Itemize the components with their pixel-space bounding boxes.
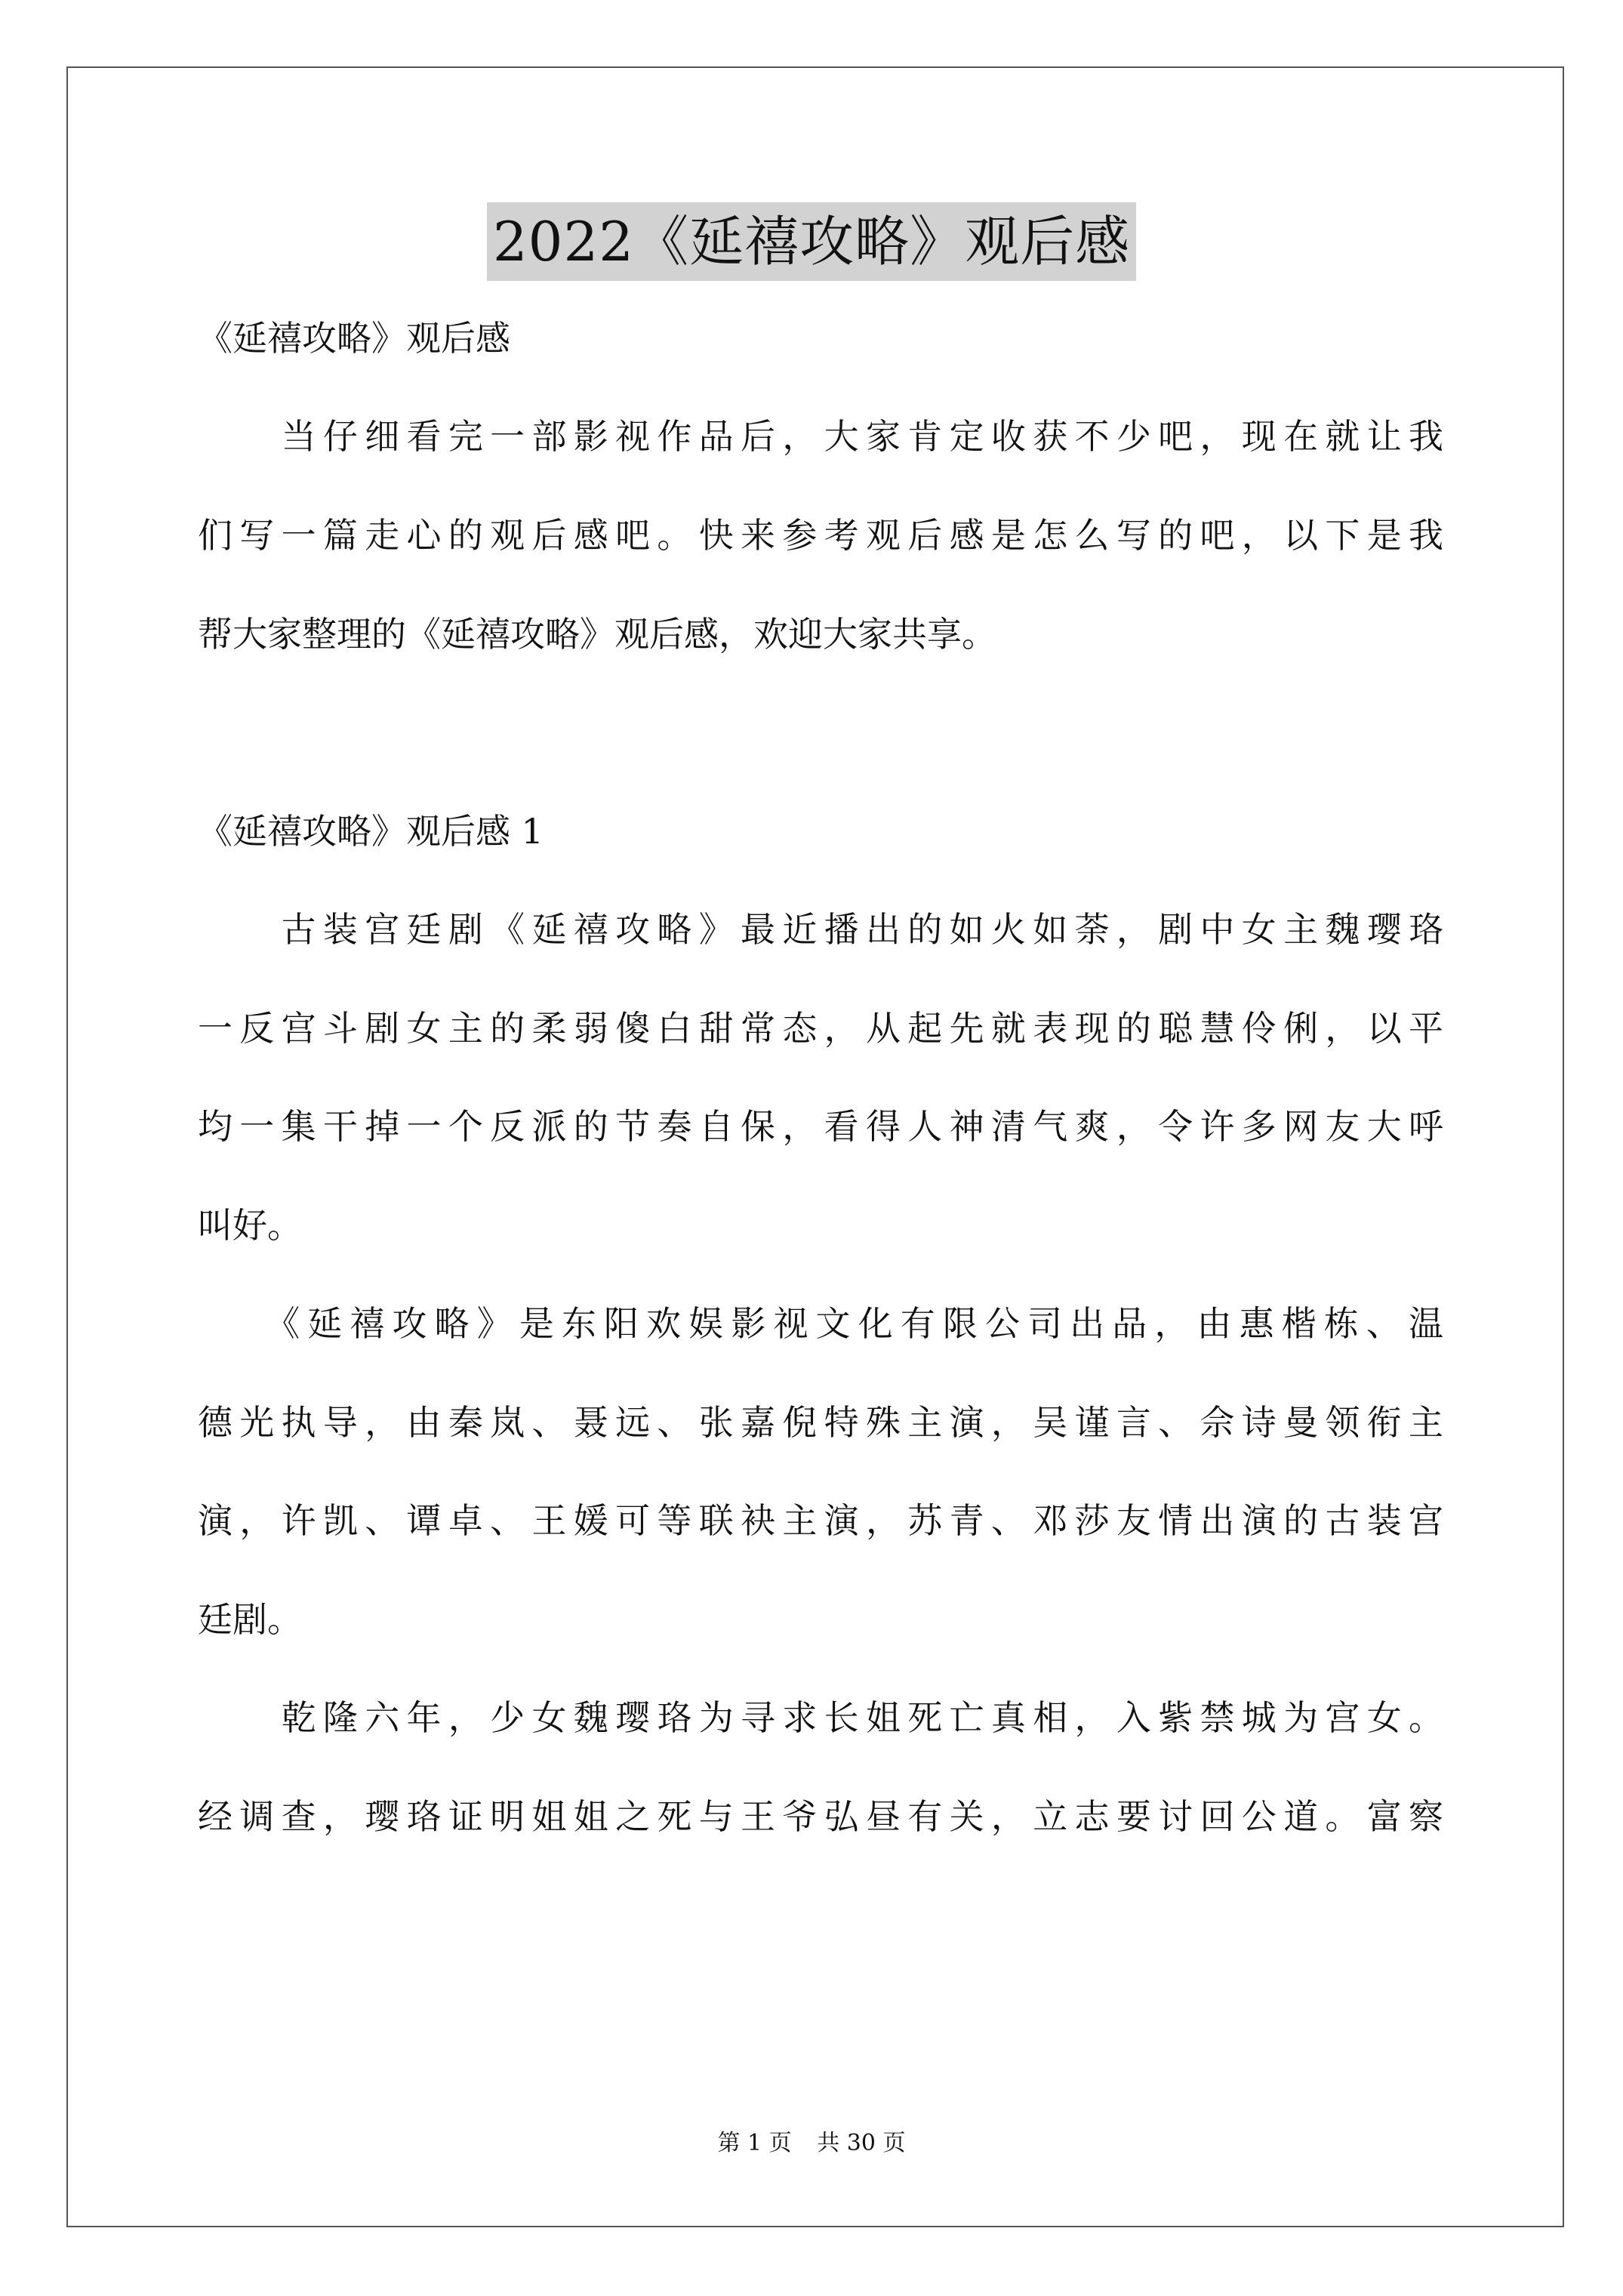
page-footer xyxy=(0,2128,1623,2159)
paragraph-line: 古装宫廷剧《延禧攻略》最近播出的如火如荼，剧中女主魏璎珞 xyxy=(198,909,1443,950)
page-total: 共 30 页 xyxy=(817,2130,906,2156)
section-heading-1: 《延禧攻略》观后感 1 xyxy=(198,811,544,852)
document-title: 2022《延禧攻略》观后感 xyxy=(487,202,1136,281)
paragraph-line: 演，许凯、谭卓、王媛可等联袂主演，苏青、邓莎友情出演的古装宫 xyxy=(198,1500,1443,1541)
paragraph-line: 廷剧。 xyxy=(198,1599,302,1640)
paragraph-line: 当仔细看完一部影视作品后，大家肯定收获不少吧，现在就让我 xyxy=(198,416,1443,457)
paragraph-line: 乾隆六年，少女魏璎珞为寻求长姐死亡真相，入紫禁城为宫女。 xyxy=(198,1697,1443,1738)
title-container xyxy=(0,202,1623,281)
paragraph-line: 们写一篇走心的观后感吧。快来参考观后感是怎么写的吧，以下是我 xyxy=(198,515,1443,556)
section-heading-intro: 《延禧攻略》观后感 xyxy=(198,318,510,359)
paragraph-line: 叫好。 xyxy=(198,1205,302,1246)
paragraph-line: 经调查，璎珞证明姐姐之死与王爷弘昼有关，立志要讨回公道。富察 xyxy=(198,1796,1443,1837)
paragraph-line: 德光执导，由秦岚、聂远、张嘉倪特殊主演，吴谨言、佘诗曼领衔主 xyxy=(198,1402,1443,1443)
page-number: 第 1 页 xyxy=(717,2130,792,2156)
paragraph-line: 均一集干掉一个反派的节奏自保，看得人神清气爽，令许多网友大呼 xyxy=(198,1106,1443,1147)
paragraph-line: 《延禧攻略》是东阳欢娱影视文化有限公司出品，由惠楷栋、温 xyxy=(198,1303,1443,1344)
paragraph-line: 一反宫斗剧女主的柔弱傻白甜常态，从起先就表现的聪慧伶俐，以平 xyxy=(198,1008,1443,1049)
paragraph-line: 帮大家整理的《延禧攻略》观后感，欢迎大家共享。 xyxy=(198,614,996,655)
